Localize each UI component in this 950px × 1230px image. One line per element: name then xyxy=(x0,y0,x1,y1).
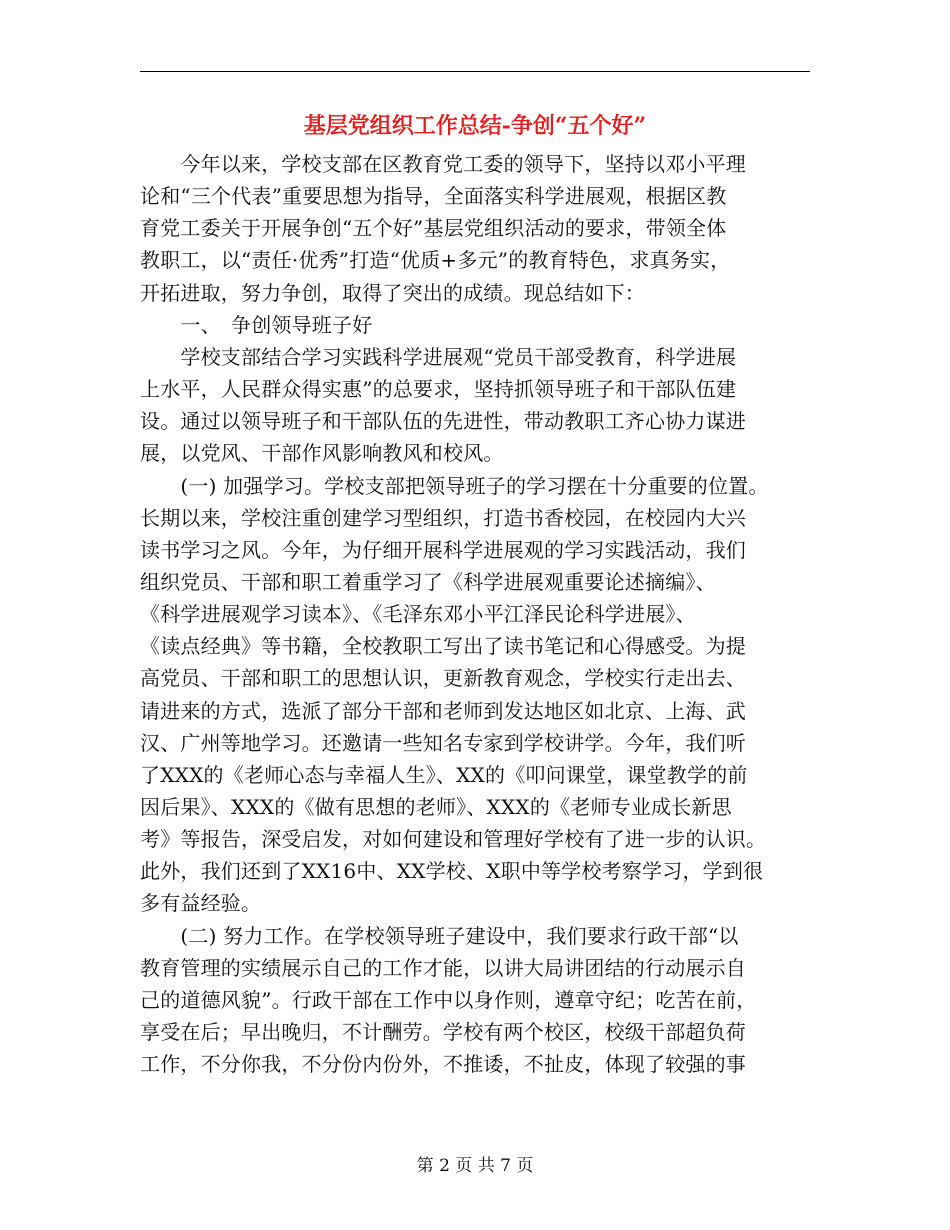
body-line: 因后果》、XXX的《做有思想的老师》、XXX的《老师专业成长新思 xyxy=(140,795,732,819)
body-line: 展，以党风、干部作风影响教风和校风。 xyxy=(140,441,504,466)
body-line: 此外，我们还到了XX16中、XX学校、X职中等学校考察学习，学到很 xyxy=(140,859,764,884)
body-line: 请进来的方式，选派了部分干部和老师到发达地区如北京、上海、武 xyxy=(140,698,746,723)
body-line: 教职工，以“责任·优秀”打造“优质+多元”的教育特色，求真务实， xyxy=(140,248,731,273)
body-line: 育党工委关于开展争创“五个好”基层党组织活动的要求，带领全体 xyxy=(140,216,727,241)
body-line: 《读点经典》等书籍，全校教职工写出了读书笔记和心得感受。为提 xyxy=(140,634,746,659)
document-title: 基层党组织工作总结-争创“五个好” xyxy=(303,113,647,139)
body-line: 学校支部结合学习实践科学进展观“党员干部受教育，科学进展 xyxy=(140,344,737,369)
body-line: (一) 加强学习。学校支部把领导班子的学习摆在十分重要的位置。 xyxy=(140,473,769,498)
body-line: 《科学进展观学习读本》、《毛泽东邓小平江泽民论科学进展》、 xyxy=(140,602,696,627)
header-rule xyxy=(140,71,810,72)
body-line: 多有益经验。 xyxy=(140,891,262,916)
page-number: 第 2 页 共 7 页 xyxy=(416,1156,534,1176)
body-line: 汉、广州等地学习。还邀请一些知名专家到学校讲学。今年，我们听 xyxy=(140,730,746,755)
body-line: 享受在后；早出晚归，不计酬劳。学校有两个校区，校级干部超负荷 xyxy=(140,1020,746,1045)
body-line: 论和“三个代表”重要思想为指导，全面落实科学进展观，根据区教 xyxy=(140,184,727,209)
body-line: 开拓进取，努力争创，取得了突出的成绩。现总结如下： xyxy=(140,280,645,305)
body-line: 组织党员、干部和职工着重学习了《科学进展观重要论述摘编》、 xyxy=(140,569,716,594)
body-line: 上水平，人民群众得实惠”的总要求，坚持抓领导班子和干部队伍建 xyxy=(140,377,737,402)
body-line: 读书学习之风。今年，为仔细开展科学进展观的学习实践活动，我们 xyxy=(140,537,746,562)
body-line: 考》等报告，深受启发，对如何建设和管理好学校有了进一步的认识。 xyxy=(140,827,767,852)
body-line: 了XXX的《老师心态与幸福人生》、XX的《叩问课堂，课堂教学的前 xyxy=(140,762,748,787)
body-line: 己的道德风貌”。行政干部在工作中以身作则，遵章守纪；吃苦在前， xyxy=(140,987,757,1012)
body-line: 高党员、干部和职工的思想认识，更新教育观念，学校实行走出去、 xyxy=(140,666,746,691)
body-line: 长期以来，学校注重创建学习型组织，打造书香校园，在校园内大兴 xyxy=(140,505,746,530)
body-line: 今年以来，学校支部在区教育党工委的领导下，坚持以邓小平理 xyxy=(140,152,746,176)
body-line: 教育管理的实绩展示自己的工作才能，以讲大局讲团结的行动展示自 xyxy=(140,955,746,980)
body-line: 设。通过以领导班子和干部队伍的先进性，带动教职工齐心协力谋进 xyxy=(140,409,746,434)
body-line: (二) 努力工作。在学校领导班子建设中，我们要求行政干部“以 xyxy=(140,923,739,948)
body-line: 一、 争创领导班子好 xyxy=(140,312,373,337)
body-line: 工作，不分你我，不分份内份外，不推诿，不扯皮，体现了较强的事 xyxy=(140,1052,746,1077)
